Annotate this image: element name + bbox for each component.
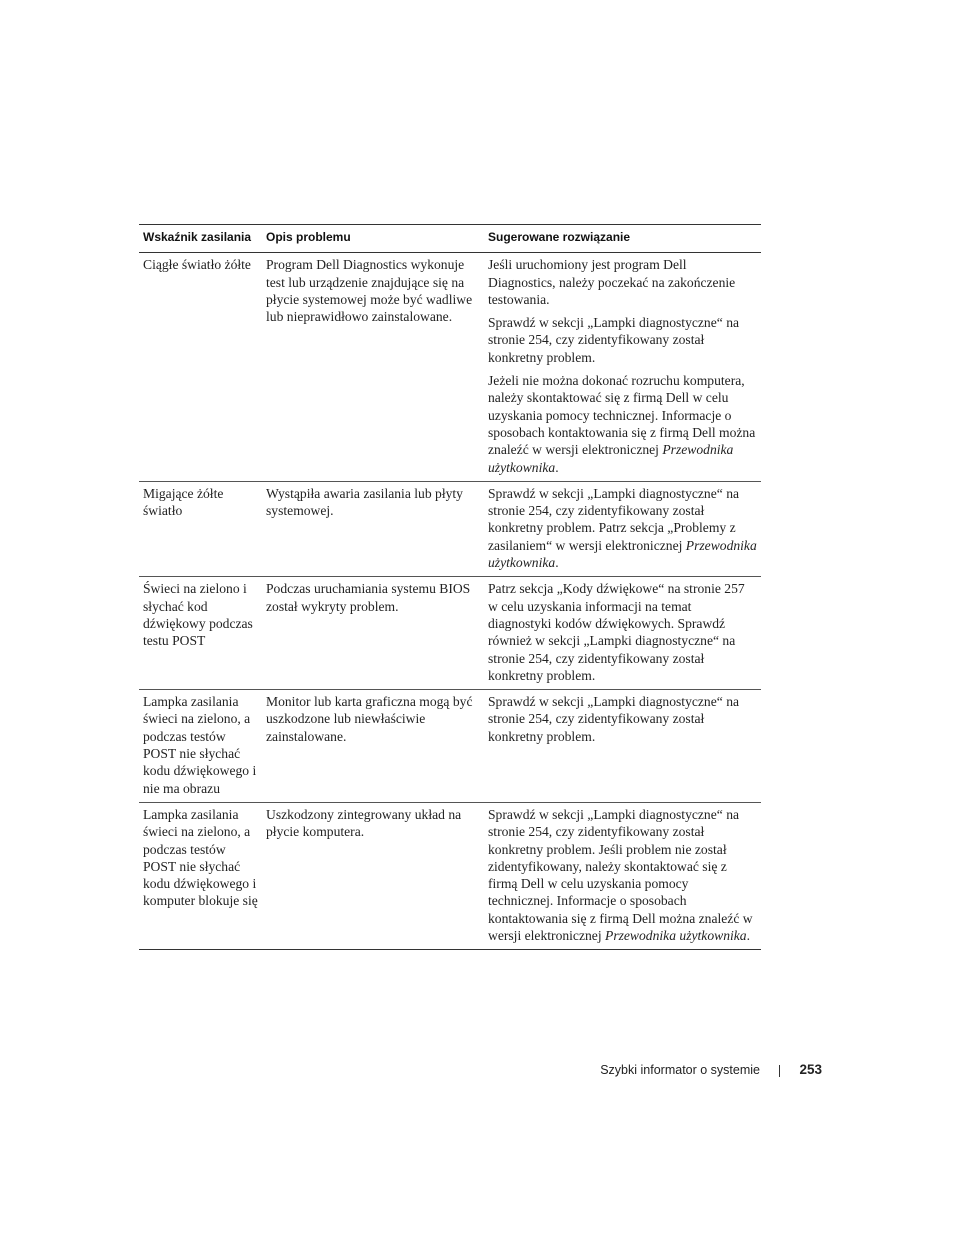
solution-paragraph: Jeśli uruchomiony jest program Dell Diagnostics, należy poczekać na zakończenie testowania. [488,257,736,307]
table-header-row [139,225,761,253]
solution-paragraph: Sprawdź w sekcji „Lampki diagnostyczne“ na stronie 254, czy zidentyfikowany został konkretny problem. Jeśli problem nie został zidentyfikowany, należy skontaktować się z firmą Dell w celu uzyskania pomocy technicznej. Informacje o sposobach kontaktowania się z firmą Dell można znaleźć w wersji elektronicznej Przewodnika użytkownika. [488,806,753,943]
indicator-cell: Migające żółte światło [139,481,262,576]
page-number: 253 [799,1062,822,1077]
user-guide-title: Przewodnika użytkownika [488,537,757,571]
solution-paragraph: Jeżeli nie można dokonać rozruchu komputera, należy skontaktować się z firmą Dell w celu uzyskania pomocy technicznej. Informacje o sposobach kontaktowania się z firmą Dell można znaleźć w wersji elektronicznej Przewodnika użytkownika. [488,373,756,475]
indicator-cell: Lampka zasilania świeci na zielono, a podczas testów POST nie słychać kodu dźwiękowego i komputer blokuje się [139,802,262,949]
user-guide-title: Przewodnika użytkownika [488,442,734,475]
solution-paragraph: Sprawdź w sekcji „Lampki diagnostyczne“ na stronie 254, czy zidentyfikowany został konkretny problem. [488,694,740,744]
solution-cell [484,802,761,949]
footer-section-title: Szybki informator o systemie [600,1063,760,1077]
power-indicator-table [139,224,761,950]
solution-cell [484,577,761,690]
solution-cell [484,690,761,803]
page-footer [560,1062,822,1082]
solution-paragraph: Sprawdź w sekcji „Lampki diagnostyczne“ na stronie 254, czy zidentyfikowany został konkretny problem. Patrz sekcja „Problemy z zasilaniem“ w wersji elektronicznej Przewodnika użytkownika. [488,485,757,571]
header-problem: Opis problemu [262,225,484,253]
table-row [139,690,761,803]
table-row [139,577,761,690]
solution-cell [484,253,761,482]
solution-paragraph: Patrz sekcja „Kody dźwiękowe“ na stronie 257 w celu uzyskania informacji na temat diagnostyki kodów dźwiękowych. Sprawdź również w sekcji „Lampki diagnostyczne“ na stronie 254, czy zidentyfikowany został konkretny problem. [488,581,745,683]
problem-cell: Program Dell Diagnostics wykonuje test lub urządzenie znajdujące się na płycie systemowej może być wadliwe lub nieprawidłowo zainstalowane. [262,253,484,482]
indicator-cell: Świeci na zielono i słychać kod dźwiękowy podczas testu POST [139,577,262,690]
problem-cell: Monitor lub karta graficzna mogą być uszkodzone lub niewłaściwie zainstalowane. [262,690,484,803]
problem-cell: Wystąpiła awaria zasilania lub płyty systemowej. [262,481,484,576]
indicator-cell: Ciągłe światło żółte [139,253,262,482]
solution-cell [484,481,761,576]
user-guide-title: Przewodnika użytkownika [605,927,747,943]
header-indicator: Wskaźnik zasilania [139,225,262,253]
header-solution: Sugerowane rozwiązanie [484,225,761,253]
problem-cell: Podczas uruchamiania systemu BIOS został wykryty problem. [262,577,484,690]
table-row [139,802,761,949]
solution-paragraph: Sprawdź w sekcji „Lampki diagnostyczne“ na stronie 254, czy zidentyfikowany został konkretny problem. [488,315,740,365]
footer-divider [779,1065,780,1077]
table-row [139,481,761,576]
problem-cell: Uszkodzony zintegrowany układ na płycie komputera. [262,802,484,949]
indicator-cell: Lampka zasilania świeci na zielono, a podczas testów POST nie słychać kodu dźwiękowego i nie ma obrazu [139,690,262,803]
table-row [139,253,761,482]
